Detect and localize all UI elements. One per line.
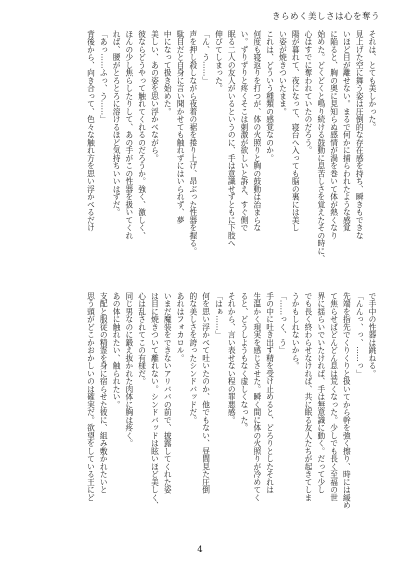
text-line: て焦らせばどんどん息は荒くなった。少しでも長く至福の世 [329,292,339,502]
text-line: 駄目だと自身に言い聞かせても触れずにはいられず、夢 [176,30,186,224]
text-line: 何度も寝返りを打つが、体の火照りと胸の鼓動は治まらな [252,30,262,232]
text-line: 中になって扱き始めた。 [163,30,173,116]
text-line: い姿が焼きついたまま。 [278,30,288,116]
text-line: これは、どういう種類の感覚なのか。 [265,30,275,162]
text-line: 「はぁ……」 [214,292,224,339]
text-line: 始めた。どくどくと鳴り続ける鼓動に息苦しさを覚えたその時に、 [316,30,326,263]
text-line: ると、どうしようもなく虚しくなった。 [240,292,250,432]
text-line: でも長く終わらせなければ、共に眠る友人たちが起きてしま [304,292,314,502]
text-line: 彼ならどうやって触れてくれるのだろうか。強く、激しく、 [137,30,147,240]
text-line: 伸びてしまった。 [214,30,224,92]
text-line: それから、言い表せない程の罪悪感。 [227,292,237,424]
text-line: 的な美しさを誇ったシンドバッドだ。 [188,292,198,424]
text-line: に陥ると、胸の奥に見知らぬ感情が渦を巻いて体が熱くなり [329,30,339,240]
text-line: 見上げた空に舞う姿は圧倒的な存在感を持ち、瞬きもできな [355,30,365,240]
text-line: 「……っく、う」 [278,292,288,354]
text-line: い。ずりずりと疼くそこは刺激が欲しいと訴え、すぐ側で [240,30,250,232]
text-line: 「あっ……ふっ、う……」 [99,30,109,123]
text-line: れば、腰がとろとろに溶けるほど気持ちいいはずだ。 [112,30,122,216]
text-line: あの体に触れたい、触られたい。 [112,292,122,409]
text-block-upper [20,30,378,278]
text-line: いほど目が離せない。まるで何かに捕らわれたような感覚 [342,30,352,232]
text-line: 心はすでに奪われていたのだろう。 [304,30,314,154]
text-line: 生温かく現実を感じさせた。瞬く間に体の火照りが冷めてく [252,292,262,502]
text-line: 先端を指先でくりくりと扱いてから幹を強く擦り、時には緩め [342,292,352,509]
text-line: 「ん、う……」 [201,30,211,85]
text-line: 思う頭がどこかおかしいのは確実だ。欲望をしている王にど [86,292,96,502]
text-line: 支配と服従の精霊を身に宿らせた彼に、組み敷かれたいと [99,292,109,494]
text-line: 心は乱されてこの有様だ。 [137,292,147,385]
text-line: 「んんっ、っ、……っ」 [355,292,365,378]
text-line: は目に焼きついて離れない。シンドバッドは眩いほど美しく、 [150,292,160,509]
text-line: ほんの少し焦らしたりして、あの手がこの性器を扱いてくれ [124,30,134,240]
running-head-title: きらめく美しさは心を奪う [271,12,380,22]
text-line: いまだ魔装をできないアリババの前で、披露してくれた姿 [163,292,173,494]
text-line: 同じ男なのに鍛え抜かれた肉体に胸は疼く。 [124,292,134,447]
text-line: 何を思い浮かべて吐いたのか、他でもない、昼間見た圧倒 [201,292,211,494]
text-line: 界に揺らいでいたければ、手は無意識に動く。だって少し [316,292,326,494]
text-line: それは、とても美しかった。 [368,30,377,131]
text-line: 陽が暮れて、夜になって、寝台へ入っても脳の裏には美し [291,30,301,232]
text-block-lower [20,292,378,540]
text-line: あれはフォカロル。 [176,292,186,362]
text-line: で手中の性器は跳ねる。 [368,292,377,378]
text-line: 美しい、あの姿を思い浮かべながら。 [150,30,160,162]
text-line: 手の中に吐き出す精を受け止めると、どろりとしたそれは [265,292,275,494]
text-line: 背後から、向き合って、色々な触れ方を思い浮かべるだけ [86,30,96,232]
text-line: 声を押し殺しながら夜着の裾を捲り上げ、昂ぶった性器を握る。 [188,30,198,255]
text-line: 眠る二人の友人がいるというのに、手は意識せずともに下肢へ [227,30,237,247]
page-number: 4 [197,545,203,555]
text-line: うかもしれないから。 [291,292,301,370]
